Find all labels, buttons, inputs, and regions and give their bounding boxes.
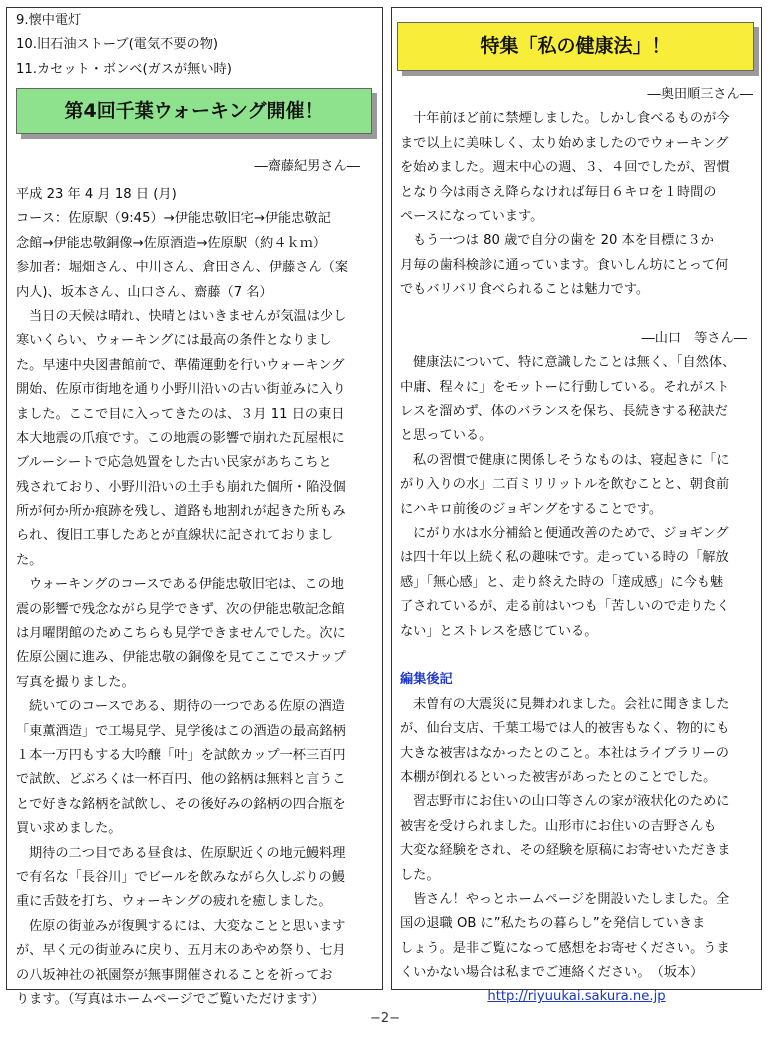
article-line: で試飲、どぶろくは一杯百円、他の銘柄は無料と言うこ xyxy=(16,772,346,788)
article-line: を始めました。週末中心の週、３、４回でしたが、習慣 xyxy=(400,160,730,176)
article-line: 寒いくらい、ウォーキングには最高の条件となりまし xyxy=(16,333,332,349)
article-line: 開始、佐原市街地を通り小野川沿いの古い街並みに入り xyxy=(16,382,346,398)
article-line: ります。（写真はホームページでご覧いただけます） xyxy=(16,991,325,1007)
article-line: 佐原公園に進み、伊能忠敬の銅像を見てここでスナップ xyxy=(16,650,346,666)
article-line: が、早く元の街並みに戻り、五月末のあやめ祭り、七月 xyxy=(16,943,346,959)
article-line: 期待の二つ目である昼食は、佐原駅近くの地元鰻料理 xyxy=(29,845,346,861)
article-line: 健康法について、特に意識したことは無く、「自然体、 xyxy=(413,355,736,371)
article-line: ウォーキングのコースである伊能忠敬旧宅は、この地 xyxy=(29,577,344,593)
article-line: 参加者：堀畑さん、中川さん、倉田さん、伊藤さん（案 xyxy=(16,260,349,276)
article-line: た。 xyxy=(16,552,43,568)
article-line: にハキロ前後のジョギングをすることです。 xyxy=(400,501,663,517)
editor-note-heading: 編集後記 xyxy=(400,672,453,688)
homepage-link[interactable]: http://riyuukai.sakura.ne.jp xyxy=(487,989,666,1005)
article-line: 月毎の歯科検診に通っています。食いしん坊にとって何 xyxy=(400,257,729,273)
article-line: 平成 23 年 4 月 18 日 (月) xyxy=(16,187,177,202)
article-line: もう一つは 80 歳で自分の歯を 20 本を目標に３か xyxy=(413,233,714,249)
article-line: られ、復旧工事したあとが直線状に記されておりまし xyxy=(16,528,334,544)
article-line: 私の習慣で健康に関係しそうなものは、寝起きに「に xyxy=(413,452,730,468)
article-line: でもバリバリ食べられることは魅力です。 xyxy=(400,282,650,298)
article-line: くいかない場合は私までご連絡ください。 （坂本） xyxy=(400,965,704,981)
walking-title-banner: 第4回千葉ウォーキング開催！ xyxy=(16,88,372,134)
article-line: となり今は雨さえ降らなければ毎日６キロを１時間の xyxy=(400,184,717,200)
article-line: 写真を撮りました。 xyxy=(16,674,135,690)
supply-list xyxy=(16,9,232,82)
list-item: 10.旧石油ストーブ(電気不要の物) xyxy=(16,37,219,53)
article-line: 十年前ほど前に禁煙しました。しかし食べるものが今 xyxy=(413,111,730,127)
right-column xyxy=(391,7,762,1005)
article-line: た。早速中央図書館前で、準備運動を行いウォーキング xyxy=(16,357,345,373)
article-line: 未曽有の大震災に見舞われました。会社に聞きました xyxy=(413,696,730,712)
article-line: 被害を受けられました。山形市にお住いの吉野さんも xyxy=(400,818,717,834)
byline: ―奥田順三さん― xyxy=(647,87,753,102)
article-line: 国の退職 OB に”私たちの暮らし”を発信していきま xyxy=(400,916,706,932)
article-line: ペースになっています。 xyxy=(400,208,544,224)
article-line: 所が何か所か痕跡を残し、道路も地割れが起きた所もみ xyxy=(16,504,346,520)
list-item: 9.懐中電灯 xyxy=(16,13,82,28)
article-line: レスを溜めず、体のバランスを保ち、長続きする秘訣だ xyxy=(400,404,728,420)
article-line: 習志野市にお住いの山口等さんの家が液状化のために xyxy=(413,794,730,810)
page-number: −2− xyxy=(369,1011,401,1026)
article-line: 当日の天候は晴れ、快晴とはいきませんが気温は少し xyxy=(29,308,347,324)
article-line: コース：佐原駅（9:45）→伊能忠敬旧宅→伊能忠敬記 xyxy=(16,211,331,227)
left-column xyxy=(6,7,383,1007)
article-line: １本一万円もする大吟醸「叶」を試飲カップ一杯三百円 xyxy=(16,747,346,763)
article-line: 佐原の街並みが復興するには、大変なことと思います xyxy=(29,918,346,934)
article-line: しょう。是非ご覧になって感想をお寄せください。うま xyxy=(400,940,730,956)
article-line: にがり水は水分補給と便通改善のためで、ジョギング xyxy=(413,526,729,542)
article-line xyxy=(400,644,753,668)
article-line: は月曜閉館のためこちらも見学できませんでした。次に xyxy=(16,626,346,642)
article-line: 感」「無心感」と、走り終えた時の「達成感」に今も魅 xyxy=(400,574,724,590)
article-line: と思っている。 xyxy=(400,428,493,444)
article-line: とで好きな銘柄を試飲し、その後好みの銘柄の四合瓶を xyxy=(16,796,346,812)
walking-byline: ―齋藤紀男さん― xyxy=(254,159,360,174)
article-line: は四十年以上続く私の趣味です。走っている時の「解放 xyxy=(400,550,729,566)
article-line: 皆さん！やっとホームページを開設いたしました。全 xyxy=(413,891,730,907)
article-line: 大変な経験をされ、その経験を原稿にお寄せいただきま xyxy=(400,843,731,859)
article-line: ない」とストレスを感じている。 xyxy=(400,623,598,639)
article-line: 了されているが、走る前はいつも「苦しいので走りたく xyxy=(400,599,730,615)
article-line: 買い求めました。 xyxy=(16,821,122,837)
list-item: 11.カセット・ボンベ(ガスが無い時) xyxy=(16,61,232,77)
health-title-banner: 特集「私の健康法」！ xyxy=(397,22,754,71)
article-line: 本大地震の爪痕です。この地震の影響で崩れた瓦屋根に xyxy=(16,430,345,446)
article-line: 残されており、小野川沿いの土手も崩れた個所・陥没個 xyxy=(16,479,346,495)
walking-article xyxy=(16,183,348,1012)
article-line: ブルーシートで応急処置をした古い民家があちこちと xyxy=(16,455,332,471)
article-line: した。 xyxy=(400,867,440,883)
article-line: ました。ここで目に入ってきたのは、３月 11 日の東日 xyxy=(16,406,345,422)
health-article xyxy=(400,83,753,1010)
article-line: がり入りの水」二百ミリリットルを飲むことと、朝食前 xyxy=(400,477,730,493)
article-line: が、仙台支店、千葉工場では人的被害もなく、物的にも xyxy=(400,721,730,737)
article-line: 本棚が倒れるといった被害があったとのことでした。 xyxy=(400,769,717,785)
article-line: 震の影響で残念ながら見学できず、次の伊能忠敬記念館 xyxy=(16,601,345,617)
article-line: の八坂神社の祇園祭が無事開催されることを祈ってお xyxy=(16,967,333,983)
article-line: 念館→伊能忠敬銅像→佐原酒造→佐原駅（約４ｋｍ） xyxy=(16,235,327,251)
article-line xyxy=(400,303,753,327)
article-line: 「東薫酒造」で工場見学、見学後はこの酒造の最高銘柄 xyxy=(16,723,346,739)
article-line: 内人)、坂本さん、山口さん、齋藤（7 名） xyxy=(16,284,273,300)
byline: ―山口 等さん― xyxy=(641,330,747,346)
article-line: 重に舌鼓を打ち、ウォーキングの疲れを癒しました。 xyxy=(16,894,332,910)
article-line: 大きな被害はなかったとのこと。本社はライブラリーの xyxy=(400,745,729,761)
article-line: 中庸、程々に」をモットーに行動している。それがスト xyxy=(400,379,730,395)
article-line: まで以上に美味しく、太り始めましたのでウォーキング xyxy=(400,135,729,151)
article-line: で有名な「長谷川」でビールを飲みながら久しぶりの鰻 xyxy=(16,869,345,885)
article-line: 続いてのコースである、期待の一つである佐原の酒造 xyxy=(29,699,345,715)
